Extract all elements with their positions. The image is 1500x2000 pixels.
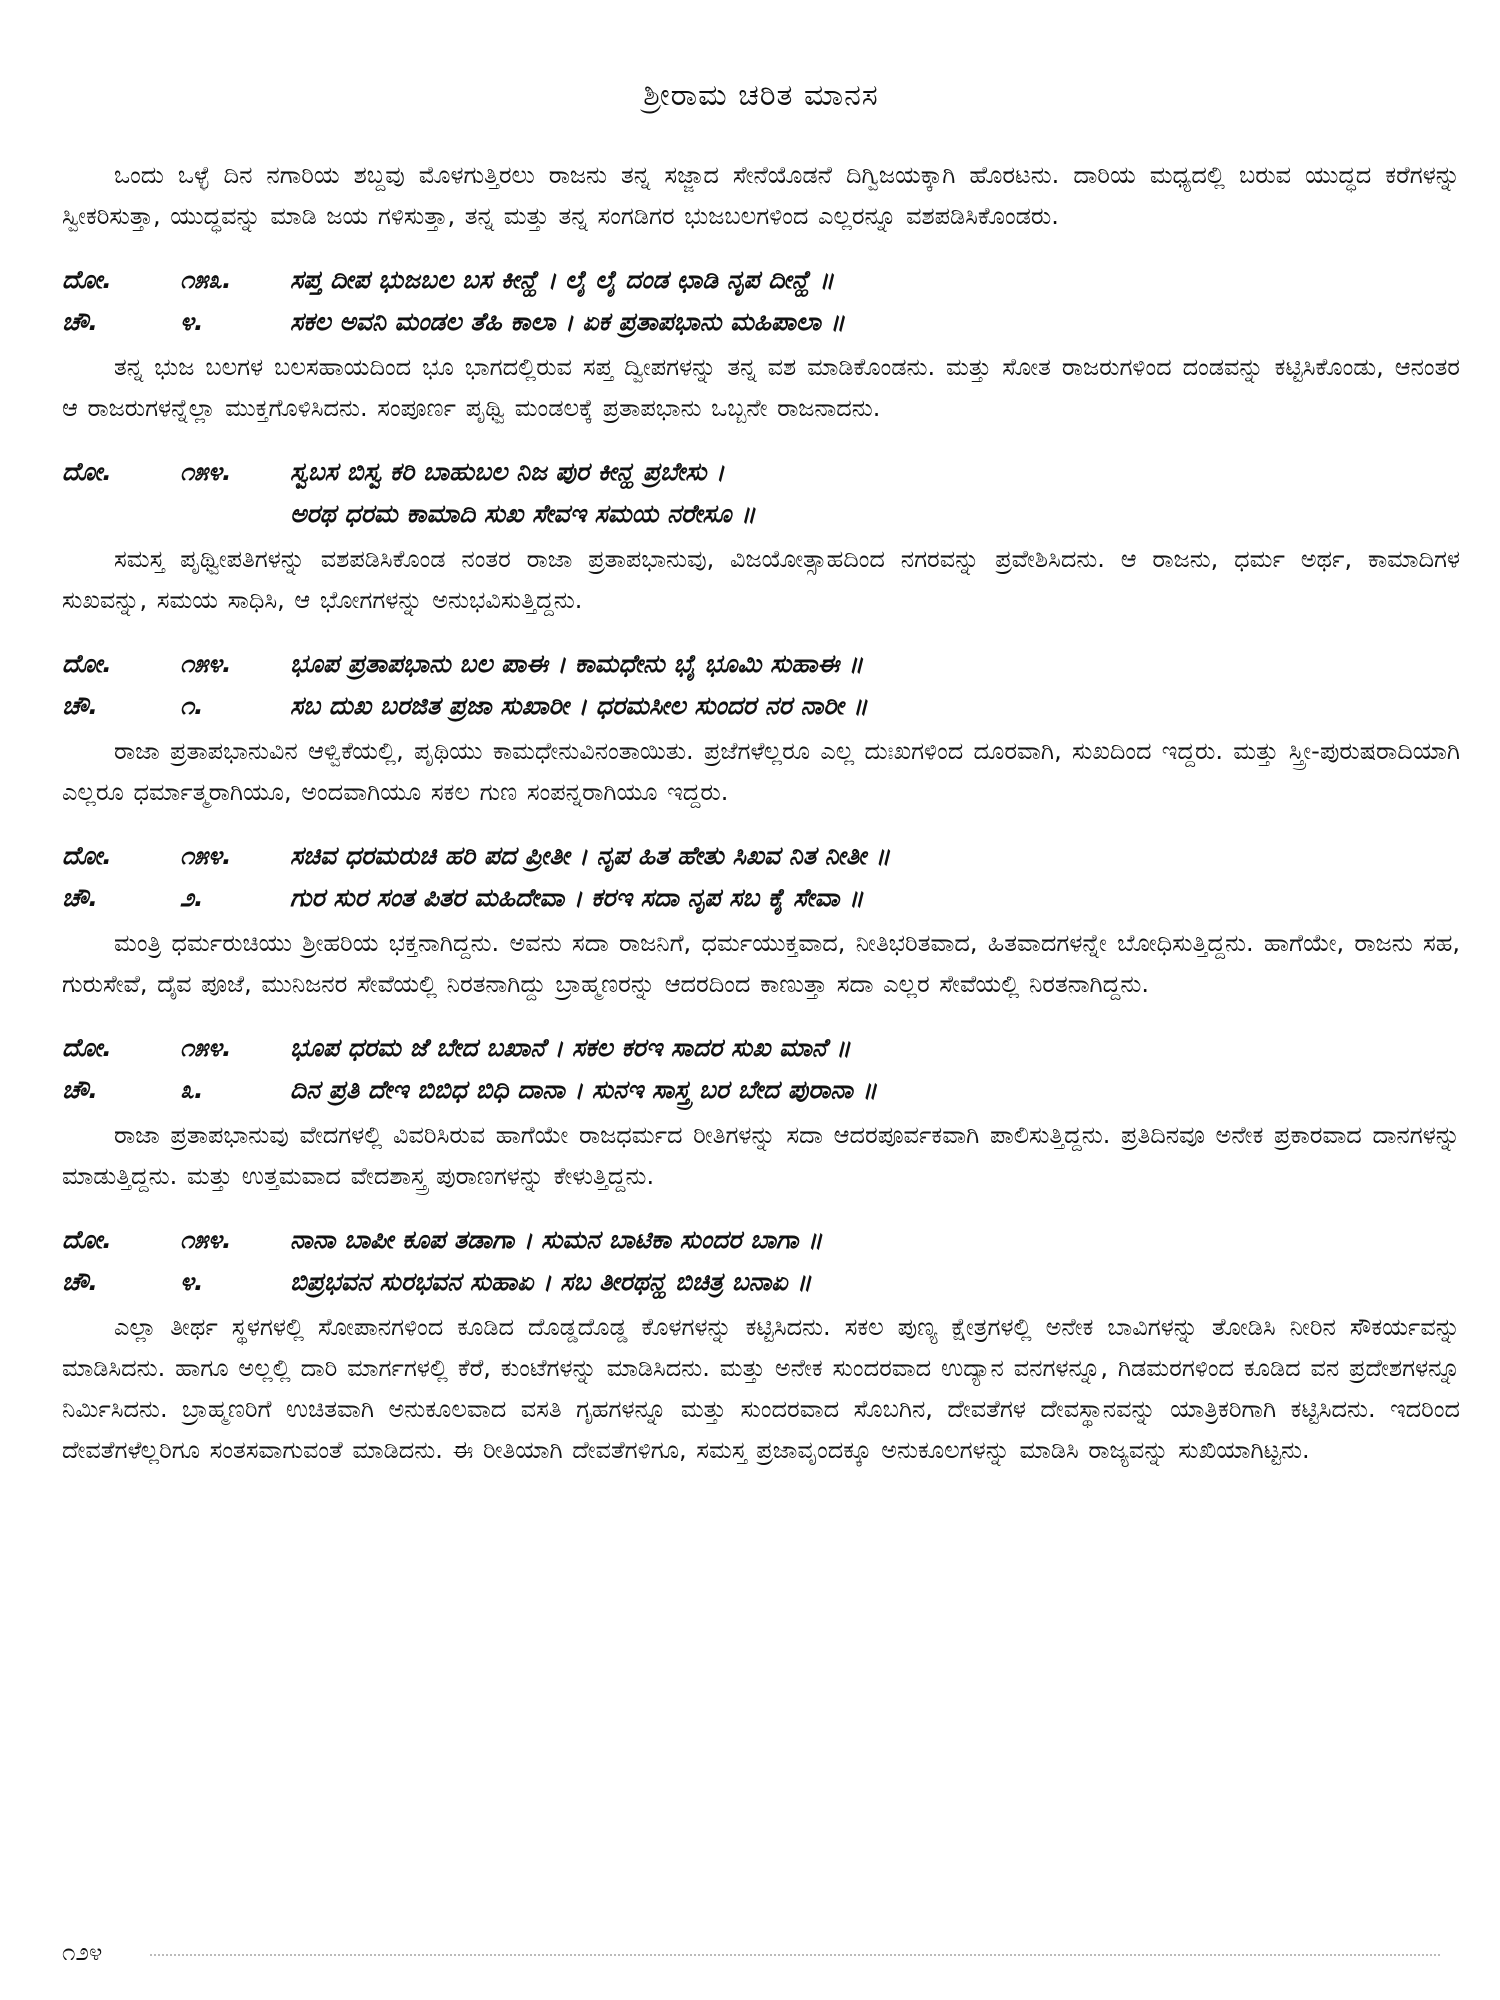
verse-text: ಬಿಪ್ರಭವನ ಸುರಭವನ ಸುಹಾಏ । ಸಬ ತೀರಥನ್ಹ ಬಿಚಿತ್ರ ಬನಾಏ ॥ xyxy=(290,1267,812,1296)
verse-group xyxy=(62,259,1460,343)
verse-line xyxy=(62,301,1460,343)
verse-text: ಅರಥ ಧರಮ ಕಾಮಾದಿ ಸುಖ ಸೇವಇ ಸಮಯ ನರೇಸೂ ॥ xyxy=(290,499,756,528)
verse-label: ಚೌ. xyxy=(62,1267,98,1296)
paragraph: ಒಂದು ಒಳ್ಳೆ ದಿನ ನಗಾರಿಯ ಶಬ್ದವು ಮೊಳಗುತ್ತಿರಲು ರಾಜನು ತನ್ನ ಸಜ್ಜಾದ ಸೇನೆಯೊಡನೆ ದಿಗ್ವಿಜಯಕ್ಕಾಗಿ ಹೊರಟನು. ದಾರಿಯ ಮಧ್ಯದಲ್ಲಿ ಬರುವ ಯುದ್ಧದ ಕರೆಗಳನ್ನು ಸ್ವೀಕರಿಸುತ್ತಾ, ಯುದ್ಧವನ್ನು ಮಾಡಿ ಜಯ ಗಳಿಸುತ್ತಾ, ತನ್ನ ಮತ್ತು ತನ್ನ ಸಂಗಡಿಗರ ಭುಜಬಲಗಳಿಂದ ಎಲ್ಲರನ್ನೂ ವಶಪಡಿಸಿಕೊಂಡರು. xyxy=(62,161,1460,230)
verse-group xyxy=(62,1219,1460,1303)
verse-line xyxy=(62,1219,1460,1261)
verse-label: ದೋ. xyxy=(62,841,112,870)
verse-text: ಗುರ ಸುರ ಸಂತ ಪಿತರ ಮಹಿದೇವಾ । ಕರಇ ಸದಾ ನೃಪ ಸಬ ಕೈ ಸೇವಾ ॥ xyxy=(290,883,864,912)
paragraph: ಎಲ್ಲಾ ತೀರ್ಥ ಸ್ಥಳಗಳಲ್ಲಿ ಸೋಪಾನಗಳಿಂದ ಕೂಡಿದ ದೊಡ್ಡದೊಡ್ಡ ಕೊಳಗಳನ್ನು ಕಟ್ಟಿಸಿದನು. ಸಕಲ ಪುಣ್ಯ ಕ್ಷೇತ್ರಗಳಲ್ಲಿ ಅನೇಕ ಬಾವಿಗಳನ್ನು ತೋಡಿಸಿ ನೀರಿನ ಸೌಕರ್ಯವನ್ನು ಮಾಡಿಸಿದನು. ಹಾಗೂ ಅಲ್ಲಲ್ಲಿ ದಾರಿ ಮಾರ್ಗಗಳಲ್ಲಿ ಕೆರೆ, ಕುಂಟೆಗಳನ್ನು ಮಾಡಿಸಿದನು. ಮತ್ತು ಅನೇಕ ಸುಂದರವಾದ ಉದ್ಯಾನ ವನಗಳನ್ನೂ, ಗಿಡಮರಗಳಿಂದ ಕೂಡಿದ ವನ ಪ್ರದೇಶಗಳನ್ನೂ ನಿರ್ಮಿಸಿದನು. ಬ್ರಾಹ್ಮಣರಿಗೆ ಉಚಿತವಾಗಿ ಅನುಕೂಲವಾದ ವಸತಿ ಗೃಹಗಳನ್ನೂ ಮತ್ತು ಸುಂದರವಾದ ಸೊಬಗಿನ, ದೇವತೆಗಳ ದೇವಸ್ಥಾನವನ್ನು ಯಾತ್ರಿಕರಿಗಾಗಿ ಕಟ್ಟಿಸಿದನು. ಇದರಿಂದ ದೇವತೆಗಳೆಲ್ಲರಿಗೂ ಸಂತಸವಾಗುವಂತೆ ಮಾಡಿದನು. ಈ ರೀತಿಯಾಗಿ ದೇವತೆಗಳಿಗೂ, ಸಮಸ್ತ ಪ್ರಜಾವೃಂದಕ್ಕೂ ಅನುಕೂಲಗಳನ್ನು ಮಾಡಿಸಿ ರಾಜ್ಯವನ್ನು ಸುಖಿಯಾಗಿಟ್ಟನು. xyxy=(62,1313,1460,1464)
verse-line xyxy=(62,1027,1460,1069)
paragraph: ರಾಜಾ ಪ್ರತಾಪಭಾನುವು ವೇದಗಳಲ್ಲಿ ವಿವರಿಸಿರುವ ಹಾಗೆಯೇ ರಾಜಧರ್ಮದ ರೀತಿಗಳನ್ನು ಸದಾ ಆದರಪೂರ್ವಕವಾಗಿ ಪಾಲಿಸುತ್ತಿದ್ದನು. ಪ್ರತಿದಿನವೂ ಅನೇಕ ಪ್ರಕಾರವಾದ ದಾನಗಳನ್ನು ಮಾಡುತ್ತಿದ್ದನು. ಮತ್ತು ಉತ್ತಮವಾದ ವೇದಶಾಸ್ತ್ರ ಪುರಾಣಗಳನ್ನು ಕೇಳುತ್ತಿದ್ದನು. xyxy=(62,1121,1460,1190)
verse-text: ಭೂಪ ಪ್ರತಾಪಭಾನು ಬಲ ಪಾಈ । ಕಾಮಧೇನು ಭೈ ಭೂಮಿ ಸುಹಾಈ ॥ xyxy=(290,649,864,678)
verse-number: ೪. xyxy=(180,307,204,336)
verse-text: ಸಬ ದುಖ ಬರಜಿತ ಪ್ರಜಾ ಸುಖಾರೀ । ಧರಮಸೀಲ ಸುಂದರ ನರ ನಾರೀ ॥ xyxy=(290,691,868,720)
verse-label: ಚೌ. xyxy=(62,691,98,720)
verse-text: ಭೂಪ ಧರಮ ಜೆ ಬೇದ ಬಖಾನೆ । ಸಕಲ ಕರಇ ಸಾದರ ಸುಖ ಮಾನೆ ॥ xyxy=(290,1033,851,1062)
verse-label: ದೋ. xyxy=(62,457,112,486)
paragraph: ಮಂತ್ರಿ ಧರ್ಮರುಚಿಯು ಶ್ರೀಹರಿಯ ಭಕ್ತನಾಗಿದ್ದನು. ಅವನು ಸದಾ ರಾಜನಿಗೆ, ಧರ್ಮಯುಕ್ತವಾದ, ನೀತಿಭರಿತವಾದ, ಹಿತವಾದಗಳನ್ನೇ ಬೋಧಿಸುತ್ತಿದ್ದನು. ಹಾಗೆಯೇ, ರಾಜನು ಸಹ, ಗುರುಸೇವೆ, ದೈವ ಪೂಜೆ, ಮುನಿಜನರ ಸೇವೆಯಲ್ಲಿ ನಿರತನಾಗಿದ್ದು ಬ್ರಾಹ್ಮಣರನ್ನು ಆದರದಿಂದ ಕಾಣುತ್ತಾ ಸದಾ ಎಲ್ಲರ ಸೇವೆಯಲ್ಲಿ ನಿರತನಾಗಿದ್ದನು. xyxy=(62,929,1460,998)
verse-label: ದೋ. xyxy=(62,1225,112,1254)
verse-text: ನಾನಾ ಬಾಪೀ ಕೂಪ ತಡಾಗಾ । ಸುಮನ ಬಾಟಿಕಾ ಸುಂದರ ಬಾಗಾ ॥ xyxy=(290,1225,823,1254)
page-title: ಶ್ರೀರಾಮ ಚರಿತ ಮಾನಸ xyxy=(643,78,879,113)
verse-number: ೨. xyxy=(180,883,204,912)
verse-label: ದೋ. xyxy=(62,265,112,294)
verse-label: ಚೌ. xyxy=(62,307,98,336)
verse-number: ೧೫೪. xyxy=(180,841,232,870)
verse-group xyxy=(62,835,1460,919)
verse-label: ದೋ. xyxy=(62,1033,112,1062)
verse-label: ಚೌ. xyxy=(62,883,98,912)
verse-number xyxy=(180,493,290,535)
page-number: ೧೨೪ xyxy=(62,1938,103,1966)
verse-number: ೧. xyxy=(180,691,204,720)
verse-group xyxy=(62,1027,1460,1111)
verse-line xyxy=(62,259,1460,301)
verse-line xyxy=(62,1069,1460,1111)
verse-line xyxy=(62,835,1460,877)
verse-line xyxy=(62,643,1460,685)
verse-number: ೪. xyxy=(180,1267,204,1296)
verse-number: ೩. xyxy=(180,1075,204,1104)
footer-rule xyxy=(150,1954,1440,1956)
verse-line xyxy=(62,877,1460,919)
verse-text: ಸ್ವಬಸ ಬಿಸ್ವ ಕರಿ ಬಾಹುಬಲ ನಿಜ ಪುರ ಕೀನ್ಹ ಪ್ರಬೇಸು । xyxy=(290,457,725,486)
verse-number: ೧೫೪. xyxy=(180,1225,232,1254)
paragraph: ರಾಜಾ ಪ್ರತಾಪಭಾನುವಿನ ಆಳ್ವಿಕೆಯಲ್ಲಿ, ಪೃಥಿಯು ಕಾಮಧೇನುವಿನಂತಾಯಿತು. ಪ್ರಜೆಗಳೆಲ್ಲರೂ ಎಲ್ಲ ದುಃಖಗಳಿಂದ ದೂರವಾಗಿ, ಸುಖದಿಂದ ಇದ್ದರು. ಮತ್ತು ಸ್ತ್ರೀ-ಪುರುಷರಾದಿಯಾಗಿ ಎಲ್ಲರೂ ಧರ್ಮಾತ್ಮರಾಗಿಯೂ, ಅಂದವಾಗಿಯೂ ಸಕಲ ಗುಣ ಸಂಪನ್ನರಾಗಿಯೂ ಇದ್ದರು. xyxy=(62,737,1460,806)
verse-label: ಚೌ. xyxy=(62,1075,98,1104)
verse-text: ಸಕಲ ಅವನಿ ಮಂಡಲ ತೆಹಿ ಕಾಲಾ । ಏಕ ಪ್ರತಾಪಭಾನು ಮಹಿಪಾಲಾ ॥ xyxy=(290,307,845,336)
verse-number: ೧೫೩. xyxy=(180,265,232,294)
verse-label: ದೋ. xyxy=(62,649,112,678)
verse-group xyxy=(62,451,1460,535)
verse-number: ೧೫೪. xyxy=(180,457,232,486)
verse-text: ದಿನ ಪ್ರತಿ ದೇಇ ಬಿಬಿಧ ಬಿಧಿ ದಾನಾ । ಸುನಇ ಸಾಸ್ತ್ರ ಬರ ಬೇದ ಪುರಾನಾ ॥ xyxy=(290,1075,877,1104)
paragraph: ತನ್ನ ಭುಜ ಬಲಗಳ ಬಲಸಹಾಯದಿಂದ ಭೂ ಭಾಗದಲ್ಲಿರುವ ಸಪ್ತ ದ್ವೀಪಗಳನ್ನು ತನ್ನ ವಶ ಮಾಡಿಕೊಂಡನು. ಮತ್ತು ಸೋತ ರಾಜರುಗಳಿಂದ ದಂಡವನ್ನು ಕಟ್ಟಿಸಿಕೊಂಡು, ಆನಂತರ ಆ ರಾಜರುಗಳನ್ನೆಲ್ಲಾ ಮುಕ್ತಗೊಳಿಸಿದನು. ಸಂಪೂರ್ಣ ಪೃಥ್ವಿ ಮಂಡಲಕ್ಕೆ ಪ್ರತಾಪಭಾನು ಒಬ್ಬನೇ ರಾಜನಾದನು. xyxy=(62,353,1460,422)
verse-line xyxy=(62,1261,1460,1303)
verse-label xyxy=(62,493,180,535)
verse-text: ಸಚಿವ ಧರಮರುಚಿ ಹರಿ ಪದ ಪ್ರೀತೀ । ನೃಪ ಹಿತ ಹೇತು ಸಿಖವ ನಿತ ನೀತೀ ॥ xyxy=(290,841,891,870)
verse-line xyxy=(62,685,1460,727)
verse-line xyxy=(62,493,1460,535)
verse-line xyxy=(62,451,1460,493)
verse-number: ೧೫೪. xyxy=(180,1033,232,1062)
verse-group xyxy=(62,643,1460,727)
paragraph: ಸಮಸ್ತ ಪೃಥ್ವೀಪತಿಗಳನ್ನು ವಶಪಡಿಸಿಕೊಂಡ ನಂತರ ರಾಜಾ ಪ್ರತಾಪಭಾನುವು, ವಿಜಯೋತ್ಸಾಹದಿಂದ ನಗರವನ್ನು ಪ್ರವೇಶಿಸಿದನು. ಆ ರಾಜನು, ಧರ್ಮ ಅರ್ಥ, ಕಾಮಾದಿಗಳ ಸುಖವನ್ನು, ಸಮಯ ಸಾಧಿಸಿ, ಆ ಭೋಗಗಳನ್ನು ಅನುಭವಿಸುತ್ತಿದ್ದನು. xyxy=(62,545,1460,614)
verse-text: ಸಪ್ತ ದೀಪ ಭುಜಬಲ ಬಸ ಕೀನ್ಹೆ । ಲೈ ಲೈ ದಂಡ ಛಾಡಿ ನೃಪ ದೀನ್ಹೆ ॥ xyxy=(290,265,835,294)
verse-number: ೧೫೪. xyxy=(180,649,232,678)
